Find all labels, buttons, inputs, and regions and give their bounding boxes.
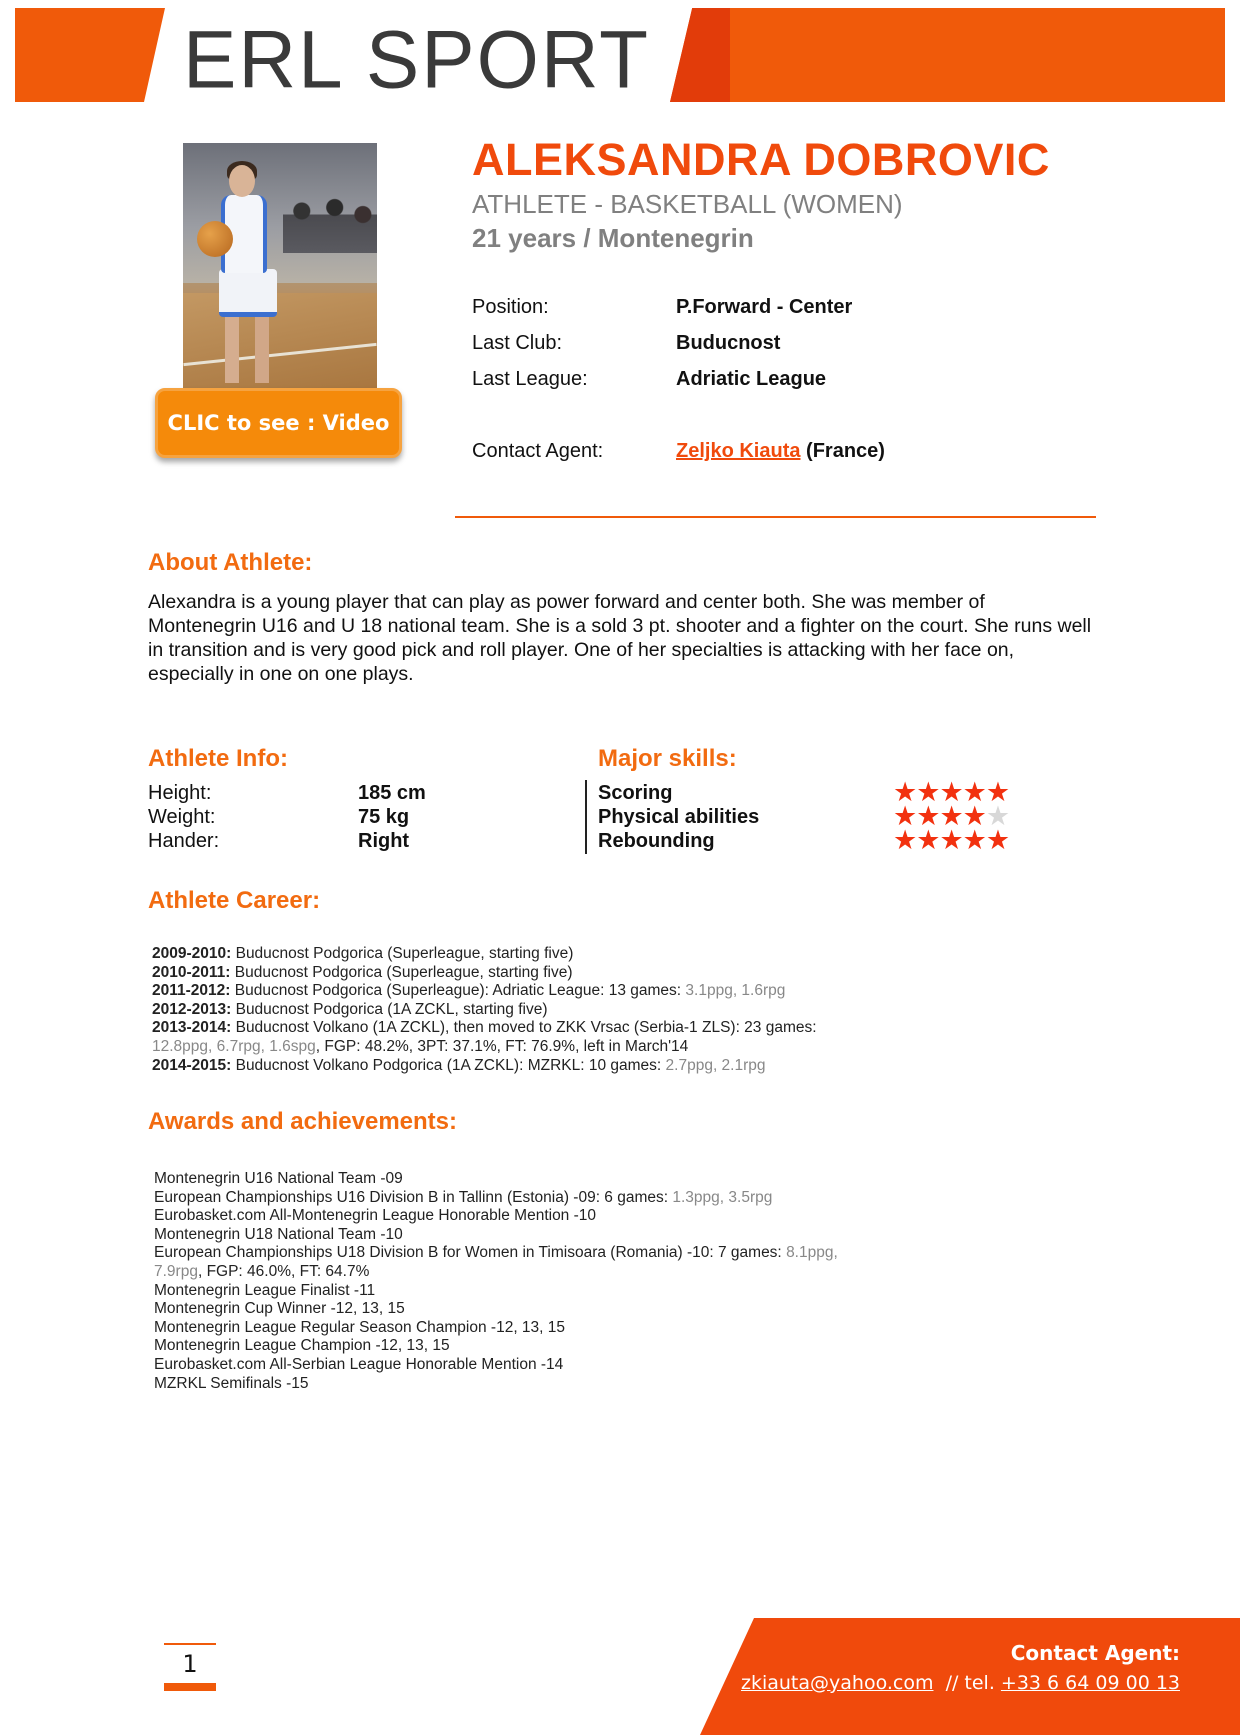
- header-accent-left: [15, 8, 165, 102]
- skill-rebounding-label: Rebounding: [598, 830, 715, 852]
- star-filled-icon: ★: [985, 777, 1010, 807]
- career-heading: Athlete Career:: [148, 887, 321, 914]
- contact-agent-value: [676, 440, 885, 463]
- hander-value: Right: [358, 830, 410, 852]
- brand-logo-text: ERL SPORT: [183, 14, 651, 105]
- page-number: 1: [182, 1650, 198, 1678]
- contact-agent-label: Contact Agent:: [472, 440, 604, 462]
- club-label: Last Club:: [472, 332, 563, 354]
- position-label: Position:: [472, 296, 549, 318]
- star-filled-icon: ★: [916, 825, 940, 855]
- weight-value: 75 kg: [358, 806, 410, 828]
- award-line: Eurobasket.com All-Serbian League Honorable Mention -14: [154, 1355, 564, 1373]
- star-filled-icon: ★: [939, 801, 963, 831]
- award-line: European Championships U16 Division B in Tallinn (Estonia) -09: 6 games: 1.3ppg, 3.5rpg: [154, 1188, 773, 1206]
- star-filled-icon: ★: [962, 801, 986, 831]
- athlete-name: ALEKSANDRA DOBROVIC: [472, 134, 1050, 185]
- footer-contact-title: Contact Agent:: [1010, 1641, 1180, 1665]
- career-line: 2010-2011: Buducnost Podgorica (Superleague, starting five): [152, 963, 573, 981]
- athlete-info-heading: Athlete Info:: [148, 745, 288, 772]
- career-line: 2009-2010: Buducnost Podgorica (Superleague, starting five): [152, 945, 574, 962]
- award-line: Montenegrin U16 National Team -09: [154, 1170, 403, 1187]
- star-filled-icon: ★: [985, 825, 1010, 855]
- star-filled-icon: ★: [962, 825, 986, 855]
- footer-separator: // tel.: [933, 1672, 1001, 1694]
- star-filled-icon: ★: [893, 825, 917, 855]
- star-filled-icon: ★: [916, 801, 940, 831]
- award-line: Eurobasket.com All-Montenegrin League Honorable Mention -10: [154, 1207, 597, 1225]
- page-header: [0, 0, 1240, 110]
- about-text: Alexandra is a young player that can play as power forward and center both. She was member of Montenegrin U16 and U 18 national team. She is a sold 3 pt. shooter and a fighter on the court. She runs well in transition and is very good pick and roll player. One of her specialties is attacking with her face on, especially in one on one plays.: [148, 591, 1092, 685]
- position-value: P.Forward - Center: [676, 296, 853, 318]
- career-line: 2014-2015: Buducnost Volkano Podgorica (1A ZCKL): MZRKL: 10 games: 2.7ppg, 2.1rpg: [152, 1056, 766, 1074]
- agent-link[interactable]: Zeljko Kiauta: [676, 440, 801, 462]
- star-filled-icon: ★: [939, 777, 963, 807]
- skill-scoring-label: Scoring: [598, 782, 673, 804]
- agent-country: (France): [806, 440, 885, 462]
- footer-phone-link[interactable]: +33 6 64 09 00 13: [1000, 1672, 1180, 1694]
- career-line: 2011-2012: Buducnost Podgorica (Superleague): Adriatic League: 13 games: 3.1ppg, 1.6rpg: [152, 982, 786, 1000]
- club-value: Buducnost: [676, 332, 781, 354]
- star-empty-icon: ★: [985, 801, 1010, 831]
- hander-label: Hander:: [148, 830, 220, 852]
- career-line: 12.8ppg, 6.7rpg, 1.6spg, FGP: 48.2%, 3PT: 37.1%, FT: 76.9%, left in March'14: [152, 1037, 689, 1055]
- awards-heading: Awards and achievements:: [148, 1108, 458, 1135]
- league-label: Last League:: [472, 368, 588, 390]
- weight-label: Weight:: [148, 806, 216, 828]
- column-divider: [585, 780, 587, 854]
- page-number-bar: [164, 1683, 216, 1691]
- star-filled-icon: ★: [893, 801, 917, 831]
- award-line: Montenegrin League Regular Season Champion -12, 13, 15: [154, 1318, 566, 1336]
- award-line: Montenegrin U18 National Team -10: [154, 1225, 403, 1243]
- award-line: Montenegrin Cup Winner -12, 13, 15: [154, 1300, 405, 1318]
- athlete-photo: [183, 143, 377, 391]
- award-line: Montenegrin League Champion -12, 13, 15: [154, 1337, 450, 1355]
- athlete-subtitle: ATHLETE - BASKETBALL (WOMEN): [472, 189, 903, 219]
- award-line: Montenegrin League Finalist -11: [154, 1281, 376, 1299]
- career-list: [152, 945, 1052, 1075]
- award-line: 7.9rpg, FGP: 46.0%, FT: 64.7%: [154, 1262, 370, 1280]
- basketball-icon: [197, 221, 233, 257]
- height-label: Height:: [148, 782, 212, 804]
- league-value: Adriatic League: [676, 368, 827, 390]
- footer-email-link[interactable]: zkiauta@yahoo.com: [740, 1672, 934, 1694]
- about-heading: About Athlete:: [148, 549, 313, 576]
- divider: [455, 516, 1096, 518]
- video-button[interactable]: CLIC to see : Video: [155, 388, 402, 458]
- star-filled-icon: ★: [893, 777, 917, 807]
- career-line: 2013-2014: Buducnost Volkano (1A ZCKL), then moved to ZKK Vrsac (Serbia-1 ZLS): 23 games:: [152, 1019, 817, 1037]
- page-number-rule: [164, 1643, 216, 1645]
- athlete-age-nationality: 21 years / Montenegrin: [472, 223, 754, 253]
- award-line: MZRKL Semifinals -15: [154, 1374, 309, 1392]
- skills-heading: Major skills:: [598, 745, 737, 772]
- award-line: European Championships U18 Division B for Women in Timisoara (Romania) -10: 7 games: 8.1ppg,: [154, 1244, 838, 1262]
- skill-physical-label: Physical abilities: [598, 806, 760, 828]
- star-filled-icon: ★: [962, 777, 986, 807]
- star-filled-icon: ★: [939, 825, 963, 855]
- star-filled-icon: ★: [916, 777, 940, 807]
- footer-contact-line: [741, 1672, 1180, 1694]
- career-line: 2012-2013: Buducnost Podgorica (1A ZCKL, starting five): [152, 1000, 548, 1018]
- header-accent-right: [670, 8, 1225, 102]
- star-rating: [893, 827, 1009, 854]
- height-value: 185 cm: [358, 782, 426, 804]
- awards-list: [154, 1170, 1054, 1393]
